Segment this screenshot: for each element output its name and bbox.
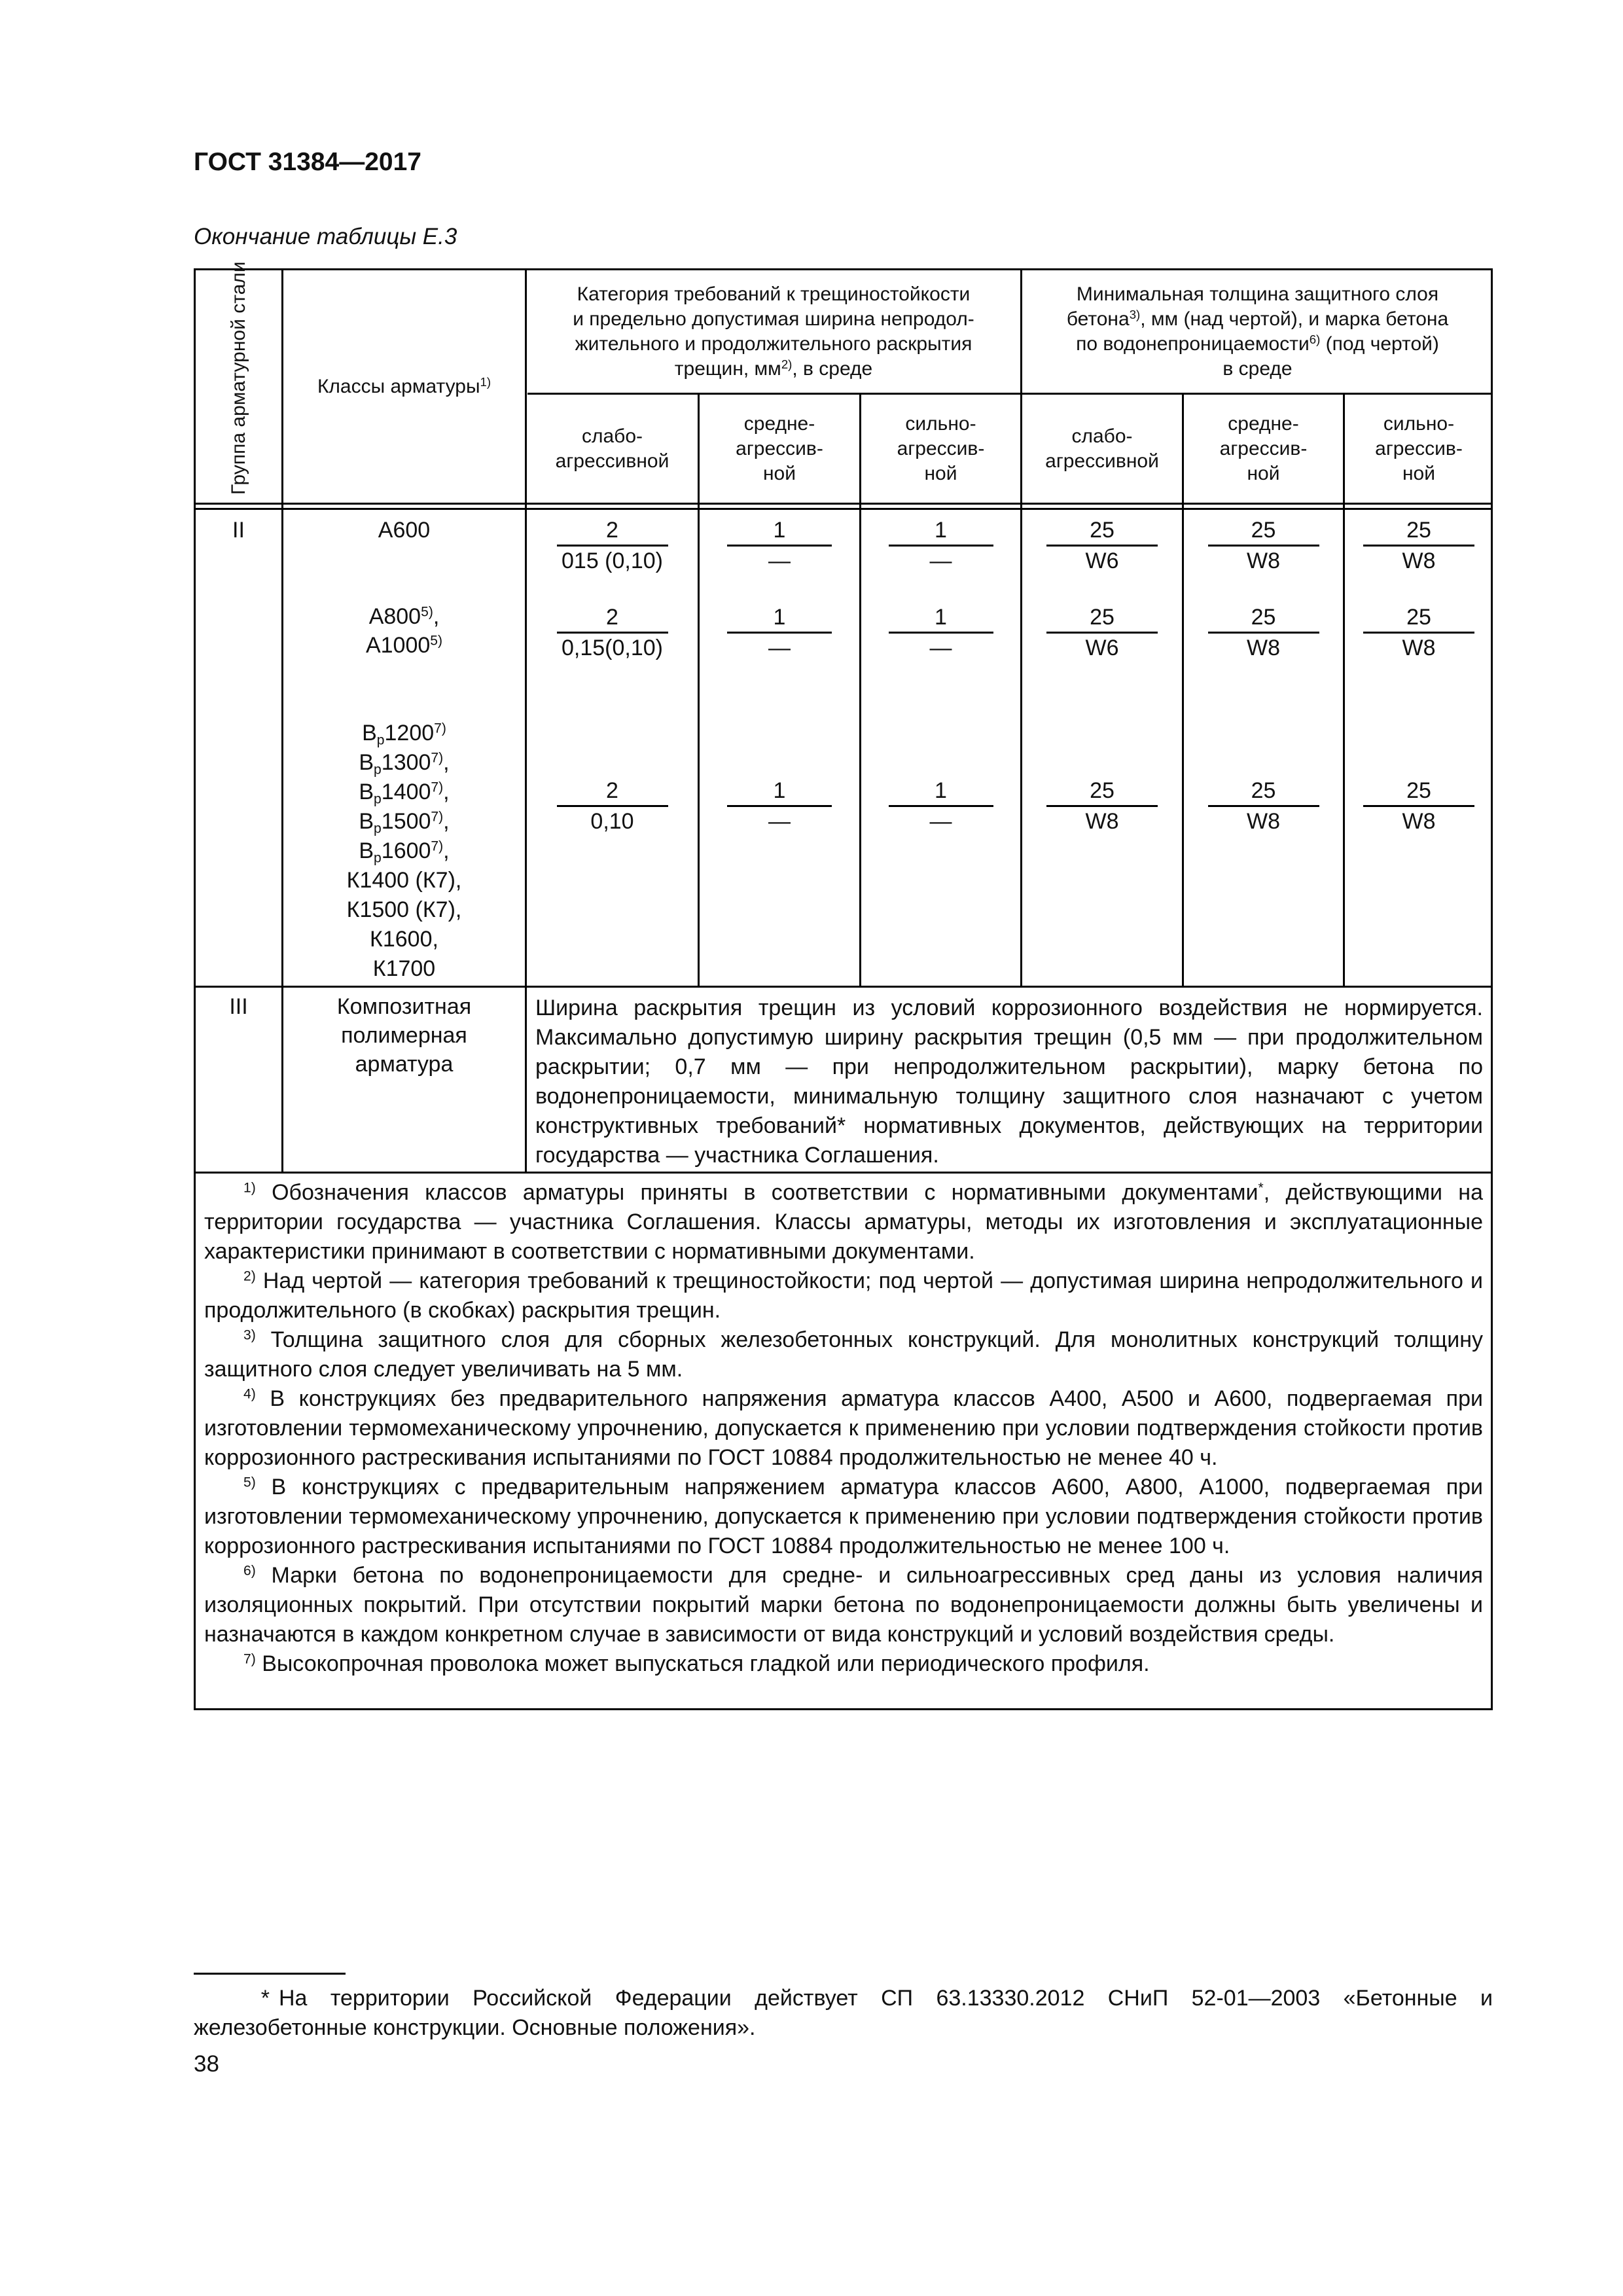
footnote-separator [194,1973,346,1975]
class-bp1300 [283,748,525,778]
row2-c1-num: 2 [606,605,618,630]
row1-c4-den: W6 [1085,548,1119,573]
env-strong-cover-line3: ной [1402,462,1435,484]
class-a800-text: А800 [368,604,421,629]
bp1600-sup: 7) [431,838,444,854]
crack-header-line4b: , в среде [792,357,873,380]
bp-sub: р [374,821,382,836]
row2-c3-den: — [929,636,952,660]
note-6-text: Марки бетона по водонепроницаемости для средне- и сильноагрессивных сред даны из условия наличия изоляционных покрытий. При отсутствии покрытий марки бетона по водонепроницаемости должны быть увеличены и назначаются в каждом конкретном случае в зависимости от вида конструкций и условий воздействия среды. [204,1563,1483,1647]
header-bottom-line-2 [194,508,1493,510]
cover-header-line3a: по водонепроницаемости [1076,332,1310,355]
env-strong-cover-line2: агрессив- [1375,437,1463,459]
header-classes-cell [283,270,525,503]
note-7-mark: 7) [243,1651,256,1667]
note-3-mark: 3) [243,1327,256,1343]
env-weak-line1: слабо- [581,425,643,447]
row3-c4-den: W8 [1085,809,1119,834]
composite-description: Ширина раскрытия трещин из условий коррозионного воздействия не нормируется. Максимально допустимую ширину раскрытия трещин (0,5 мм — при продолжительном раскрытии; 0,7 мм — при непродолжительном раскрытии), марку бетона по водонепроницаемости, минимальную толщину защитного слоя назначают с учетом конструктивных требований* нормативных документов, действующих на территории государства — участника Соглашения. [535,996,1483,1168]
footnote-star: * [260,1986,270,2011]
cover-header-line1: Минимальная толщина защитного слоя [1076,283,1439,305]
row1-strong-crack-value [861,516,1020,575]
row2-c3-num: 1 [935,605,947,630]
class-a800-tail: , [433,604,440,629]
env-weak-cover-line2: агрессивной [1045,450,1159,472]
class-k1500: К1500 (К7), [346,897,462,922]
row3-c6-den: W8 [1402,809,1436,834]
header-classes-text [317,374,491,399]
row3-c1-num: 2 [606,778,618,803]
note-5-mark: 5) [243,1475,256,1490]
cover-header-sup2: 6) [1309,332,1321,346]
bp-letter: В [362,721,377,745]
bp1200-sup: 7) [434,721,446,736]
row3-weak-cover-value [1022,776,1182,836]
row1-c6-den: W8 [1402,548,1436,573]
table-caption: Окончание таблицы Е.3 [194,224,457,249]
note-1-mark: 1) [243,1180,256,1196]
cover-header-sup1: 3) [1129,307,1141,321]
env-strong-cover-line1: сильно- [1383,412,1455,435]
row2-c6-num: 25 [1406,605,1431,630]
cover-header-line2b: , мм (над чертой), и марка бетона [1140,308,1449,330]
header-group-label: Группа арматурной стали [227,260,249,495]
class-a800-a1000 [283,602,525,660]
env-medium-cover [1184,395,1343,503]
row1-medium-cover-value [1184,516,1343,575]
footnote-text: На территории Российской Федерации действует СП 63.13330.2012 СНиП 52-01—2003 «Бетонные и железобетонные конструкции. Основные положения». [194,1986,1493,2040]
header-crack-text [573,282,974,382]
bp1500-num: 1500 [381,809,431,834]
row2-c2-den: — [768,636,791,660]
row3-c3-den: — [929,809,952,834]
header-group-text [226,260,251,495]
row3-c5-num: 25 [1251,778,1276,803]
row2-c5-den: W8 [1247,636,1280,660]
row1-medium-crack-value [700,516,859,575]
bp1500-sup: 7) [431,809,444,825]
note-3-text: Толщина защитного слоя для сборных железобетонных конструкций. Для монолитных конструкций толщину защитного слоя следует увеличивать на 5 мм. [204,1327,1483,1382]
bp-sub: р [374,791,382,807]
row2-c6-den: W8 [1402,636,1436,660]
cover-header-line3b: (под чертой) [1320,332,1439,355]
cover-header-line2a: бетона [1066,308,1130,330]
note-2-mark: 2) [243,1268,256,1284]
env-weak-cover [1022,395,1182,503]
row3-c4-num: 25 [1090,778,1115,803]
bp1600-tail: , [443,838,450,863]
header-cover-text [1067,282,1448,382]
row2-strong-cover-value [1345,603,1493,662]
row1-weak-crack-value [527,516,698,575]
note-7-text: Высокопрочная проволока может выпускаться гладкой или периодического профиля. [255,1651,1150,1676]
header-classes-sup: 1) [480,374,491,389]
row2-medium-cover-value [1184,603,1343,662]
row1-c3-num: 1 [935,518,947,543]
bp-letter: В [359,750,374,775]
class-a800 [283,602,525,631]
row3-medium-crack-value [700,776,859,836]
class-a1000 [283,631,525,660]
env-strong-line3: ной [924,462,957,484]
bp1300-num: 1300 [381,750,431,775]
row3-medium-cover-value [1184,776,1343,836]
note-4-text: В конструкциях без предварительного напряжения арматура классов А400, А500 и А600, подвергаемая при изготовлении термомеханическому упрочнению, допускается к применению при условии подтверждения стойкости против коррозионного растрескивания испытаниями по ГОСТ 10884 продолжительностью не менее 40 ч. [204,1386,1483,1470]
env-weak-crack [527,395,698,503]
row2-c2-num: 1 [773,605,786,630]
env-medium-cover-line1: средне- [1228,412,1299,435]
row1-c3-den: — [929,548,952,573]
bp1600-num: 1600 [381,838,431,863]
row-divider-line [194,986,1493,988]
class-bp1500 [283,807,525,836]
row3-c1-den: 0,10 [590,809,634,834]
note-1 [204,1178,1483,1266]
row1-weak-cover-value [1022,516,1182,575]
page-footnote [194,1984,1493,2043]
class-a600: А600 [378,518,431,543]
bp1300-sup: 7) [431,750,444,766]
env-weak-line2: агрессивной [555,450,669,472]
bp1400-tail: , [443,780,450,804]
note-3 [204,1325,1483,1384]
row1-strong-cover-value [1345,516,1493,575]
class-k1700: К1700 [372,956,436,981]
note-5-text: В конструкциях с предварительным напряжением арматура классов А600, А800, А1000, подвергаемая при изготовлении термомеханическому упрочнению, допускается к применению при условии подтверждения стойкости против коррозионного растрескивания испытаниями по ГОСТ 10884 продолжительностью не менее 100 ч. [204,1475,1483,1558]
row1-c6-num: 25 [1406,518,1431,543]
note-2 [204,1266,1483,1325]
bp1300-tail: , [443,750,450,775]
env-strong-crack [861,395,1020,503]
note-1-text2: , действующими на территории государства — участника Соглашения. Классы арматуры, методы их изготовления и эксплуатационные характеристики принимают в соответствии с нормативными документами. [204,1180,1483,1264]
page-number: 38 [194,2051,219,2077]
row1-c5-num: 25 [1251,518,1276,543]
env-medium-line2: агрессив- [736,437,823,459]
row3-strong-crack-value [861,776,1020,836]
bp-letter: В [359,838,374,863]
row1-c1-den: 015 (0,10) [562,548,663,573]
header-bottom-line [194,503,1493,505]
note-7 [204,1649,1483,1679]
note-6-mark: 6) [243,1563,256,1579]
class-bp1200 [283,719,525,748]
row1-c5-den: W8 [1247,548,1280,573]
note-6 [204,1561,1483,1649]
env-strong-line1: сильно- [905,412,976,435]
class-list-bp-k [283,719,525,984]
note-4 [204,1384,1483,1473]
header-classes-label: Классы арматуры [317,375,480,397]
note-4-mark: 4) [243,1386,256,1402]
class-k1600: К1600, [370,927,438,952]
row1-c1-num: 2 [606,518,618,543]
row1-c2-num: 1 [773,518,786,543]
crack-header-line1: Категория требований к трещиностойкости [577,283,971,305]
bp-letter: В [359,809,374,834]
bp1400-num: 1400 [381,780,431,804]
bp1500-tail: , [443,809,450,834]
crack-header-line4a: трещин, мм [674,357,781,380]
crack-header-line4 [573,357,974,382]
bp-sub: р [374,850,382,866]
class-bp1400 [283,778,525,807]
row1-c4-num: 25 [1090,518,1115,543]
group-ii-label: II [232,518,245,543]
header-group-cell [196,260,281,503]
header-cover-cell [1022,270,1493,393]
row3-strong-cover-value [1345,776,1493,836]
note-1-text: Обозначения классов арматуры приняты в соответствии с нормативными документами [255,1180,1258,1205]
class-bp1600 [283,836,525,866]
cover-header-line2 [1067,307,1448,332]
bp1200-num: 1200 [384,721,435,745]
env-strong-line2: агрессив- [897,437,985,459]
row3-c3-num: 1 [935,778,947,803]
env-medium-line3: ной [762,462,796,484]
crack-header-line2: и предельно допустимая ширина непродол- [573,308,974,330]
notes-divider-line [194,1172,1493,1174]
document-title: ГОСТ 31384—2017 [194,148,421,176]
env-medium-crack [700,395,859,503]
note-1-star: * [1258,1180,1264,1196]
row2-weak-cover-value [1022,603,1182,662]
header-crack-cell [527,270,1020,393]
group-iii-label: III [229,994,248,1019]
row3-weak-crack-value [527,776,698,836]
note-2-text: Над чертой — категория требований к трещиностойкости; под чертой — допустимая ширина непродолжительного и продолжительного (в скобках) раскрытия трещин. [204,1268,1483,1323]
class-a800-sup: 5) [421,604,433,620]
class-k1400: К1400 (К7), [346,868,462,893]
row1-c2-den: — [768,548,791,573]
crack-header-sup: 2) [781,357,793,371]
row2-c1-den: 0,15(0,10) [562,636,663,660]
bp-sub: р [374,762,382,778]
env-medium-cover-line3: ной [1247,462,1280,484]
row3-c6-num: 25 [1406,778,1431,803]
env-medium-cover-line2: агрессив- [1219,437,1308,459]
crack-header-line3: жительного и продолжительного раскрытия [575,332,972,355]
class-a1000-text: А1000 [365,633,431,658]
bp-sub: р [376,732,385,748]
row3-c5-den: W8 [1247,809,1280,834]
row2-c4-num: 25 [1090,605,1115,630]
class-composite: Композитная полимерная арматура [336,994,472,1077]
env-strong-cover [1345,395,1493,503]
row2-c4-den: W6 [1085,636,1119,660]
row2-strong-crack-value [861,603,1020,662]
cover-header-line4: в среде [1222,357,1293,380]
row3-c2-num: 1 [773,778,786,803]
row2-c5-num: 25 [1251,605,1276,630]
env-weak-cover-line1: слабо- [1071,425,1133,447]
note-5 [204,1473,1483,1561]
row2-weak-crack-value [527,603,698,662]
bp-letter: В [359,780,374,804]
env-medium-line1: средне- [743,412,815,435]
class-a1000-sup: 5) [430,633,443,649]
bp1400-sup: 7) [431,780,444,795]
row2-medium-crack-value [700,603,859,662]
row3-c2-den: — [768,809,791,834]
cover-header-line3 [1067,332,1448,357]
table-notes [204,1178,1483,1679]
